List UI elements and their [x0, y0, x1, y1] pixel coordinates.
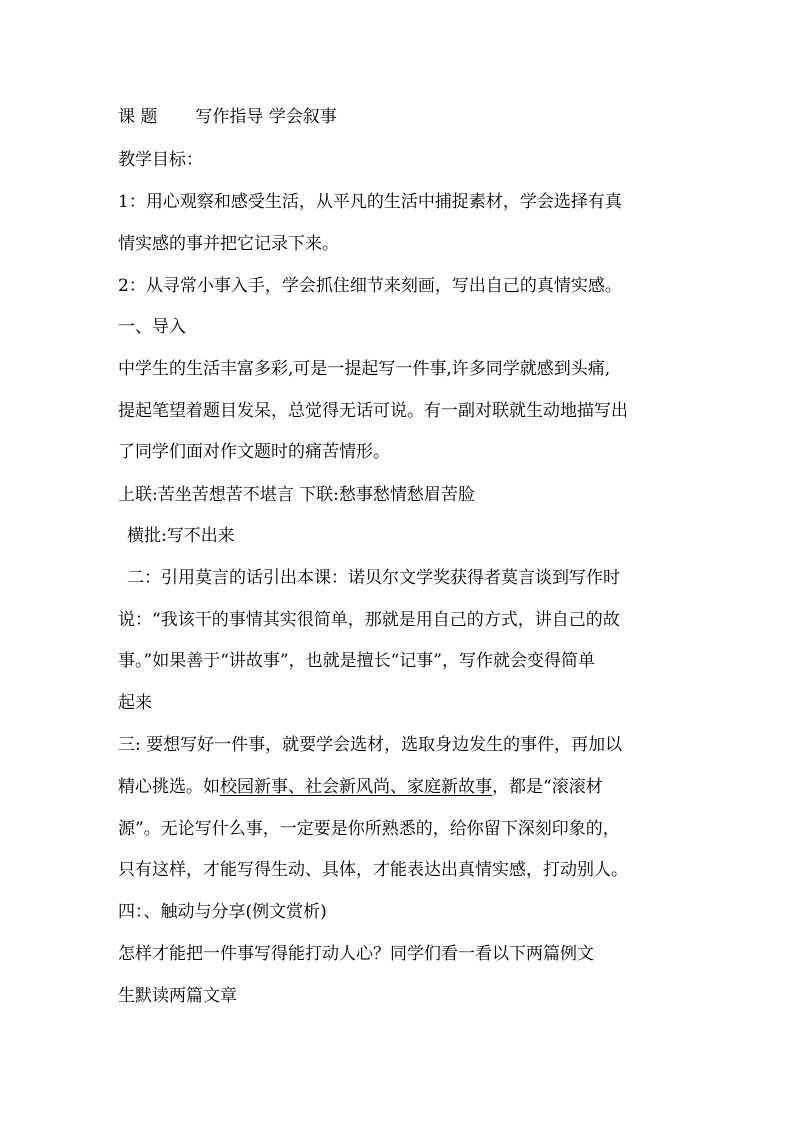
- section3-line2-pre: 精心挑选。如: [118, 777, 220, 797]
- section4-heading: 四：、触动与分享(例文赏析): [118, 902, 327, 922]
- section2-line2: 说：“我该干的事情其实很简单，那就是用自己的方式，讲自己的故: [118, 610, 620, 630]
- horizontal-scroll: 横批:写不出来: [127, 526, 235, 546]
- goals-heading: 教学目标：: [118, 150, 203, 170]
- section1-line2: 提起笔望着题目发呆，总觉得无话可说。有一副对联就生动地描写出: [118, 401, 628, 421]
- section1-heading: 一、导入: [118, 317, 186, 337]
- title-text: 写作指导 学会叙事: [195, 107, 337, 127]
- goal2: 2：从寻常小事入手，学会抓住细节来刻画，写出自己的真情实感。: [118, 276, 622, 296]
- title-label: 课 题: [118, 107, 158, 127]
- section2-line3: 事。”如果善于“讲故事”，也就是擅长“记事”，写作就会变得简单: [118, 651, 595, 671]
- section4-line2: 生默读两篇文章: [118, 986, 237, 1006]
- couplet-line: 上联:苦坐苦想苦不堪言 下联:愁事愁情愁眉苦脸: [118, 485, 475, 505]
- section3-line2: [118, 776, 603, 798]
- underlined-examples: 校园新事、社会新风尚、家庭新故事: [220, 777, 492, 797]
- section3-line2-post: ，都是“滚滚材: [492, 777, 603, 797]
- section3-line4: 只有这样，才能写得生动、具体，才能表达出真情实感，打动别人。: [118, 860, 628, 880]
- section1-line1: 中学生的生活丰富多彩,可是一提起写一件事,许多同学就感到头痛,: [118, 359, 611, 379]
- lesson-title: [118, 106, 337, 128]
- section2-line4: 起来: [118, 693, 152, 713]
- section2-line1: 二：引用莫言的话引出本课：诺贝尔文学奖获得者莫言谈到写作时: [127, 568, 620, 588]
- section3-line1: 三: 要想写好一件事，就要学会选材，选取身边发生的事件，再加以: [118, 735, 623, 755]
- goal1-line2: 情实感的事并把它记录下来。: [118, 234, 339, 254]
- goal1-line1: 1：用心观察和感受生活，从平凡的生活中捕捉素材，学会选择有真: [118, 192, 622, 212]
- section4-line1: 怎样才能把一件事写得能打动人心？同学们看一看以下两篇例文: [118, 944, 594, 964]
- section3-line3: 源”。无论写什么事，一定要是你所熟悉的，给你留下深刻印象的，: [118, 819, 620, 839]
- section1-line3: 了同学们面对作文题时的痛苦情形。: [118, 442, 390, 462]
